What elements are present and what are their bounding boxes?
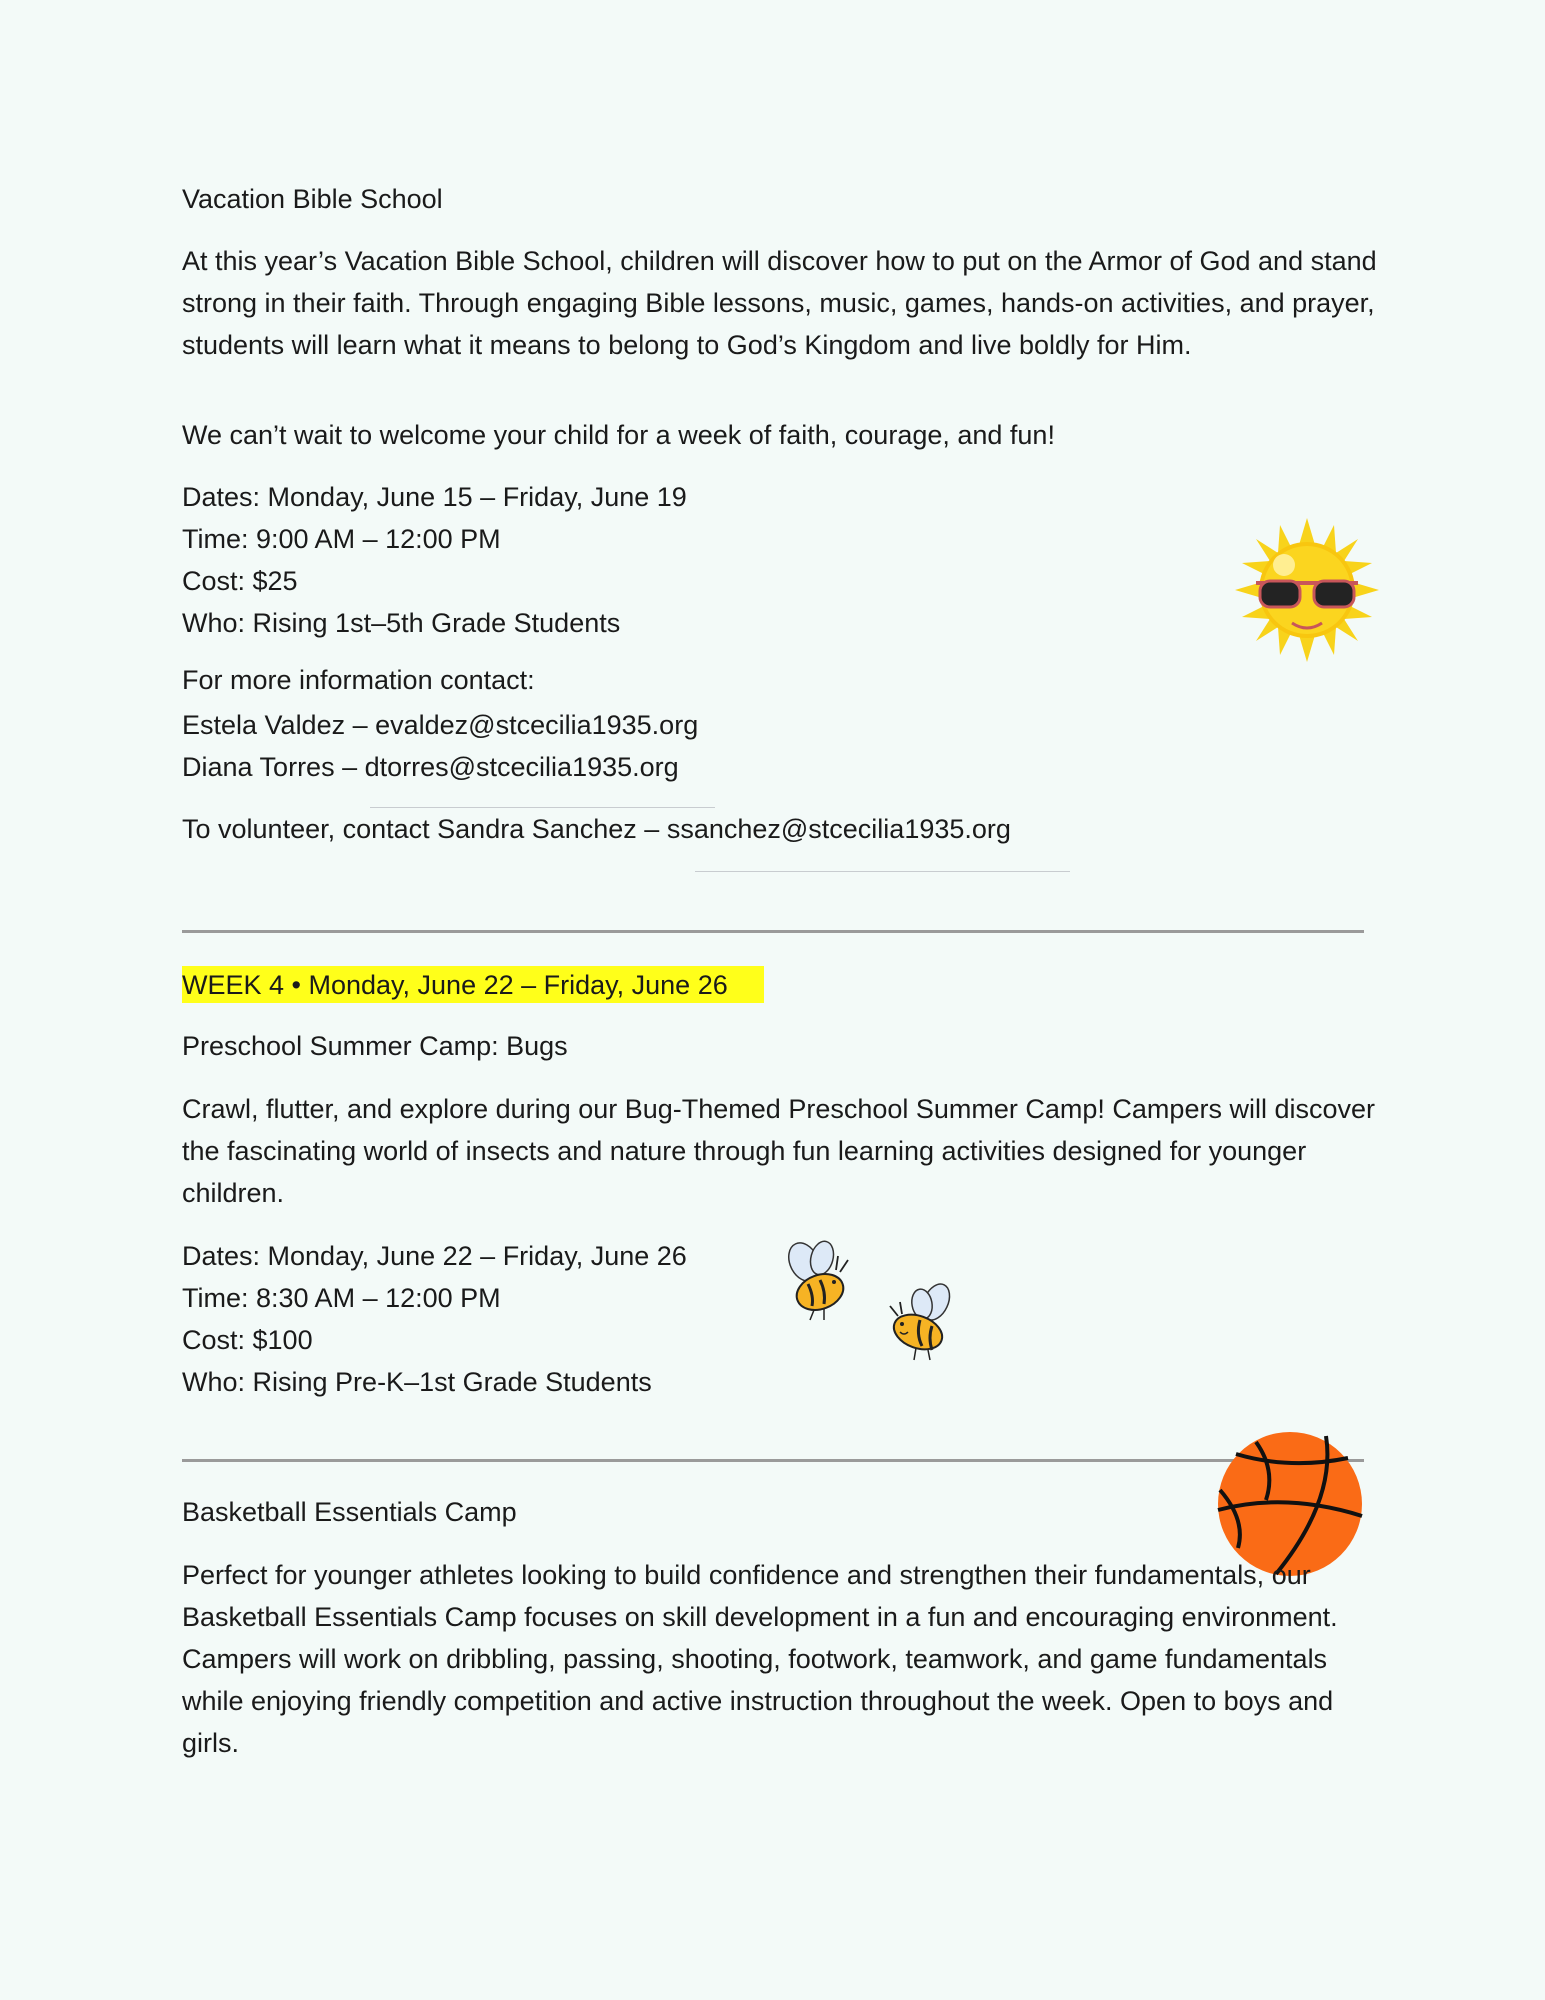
basketball-description: Perfect for younger athletes looking to build confidence and strengthen their fundamentals, our Basketball Essentials Camp focuses on skill development in a fun and encouraging environment. Campers will work on dribbling, passing, shooting, footwork, teamwork, and game fundamentals while enjoying friendly competition and active instruction throughout the week. Open to boys and girls. bbox=[182, 1560, 1338, 1758]
week4-banner: WEEK 4 • Monday, June 22 – Friday, June 26 bbox=[182, 970, 728, 1000]
vbs-intro: At this year’s Vacation Bible School, children will discover how to put on the Armor of God and stand strong in their faith. Through engaging Bible lessons, music, games, hands-on activities, and prayer, students will learn what it means to belong to God’s Kingdom and live boldly for Him. bbox=[182, 246, 1377, 360]
vbs-cost: Cost: $25 bbox=[182, 566, 298, 596]
vbs-who: Who: Rising 1st–5th Grade Students bbox=[182, 608, 621, 638]
preschool-time: Time: 8:30 AM – 12:00 PM bbox=[182, 1283, 501, 1313]
preschool-cost: Cost: $100 bbox=[182, 1325, 313, 1355]
divider-line bbox=[695, 871, 1070, 872]
preschool-description: Crawl, flutter, and explore during our Bug-Themed Preschool Summer Camp! Campers will discover the fascinating world of insects and nature through fun learning activities designed for younger children. bbox=[182, 1094, 1375, 1208]
preschool-heading: Preschool Summer Camp: Bugs bbox=[182, 1031, 568, 1061]
basketball-heading: Basketball Essentials Camp bbox=[182, 1497, 517, 1527]
preschool-dates: Dates: Monday, June 22 – Friday, June 26 bbox=[182, 1241, 687, 1271]
bee-icon bbox=[878, 1280, 968, 1370]
sun-with-sunglasses-icon bbox=[1232, 515, 1382, 665]
bee-icon bbox=[778, 1238, 868, 1328]
section-divider bbox=[182, 1459, 1364, 1462]
vbs-contact-heading: For more information contact: bbox=[182, 665, 535, 695]
vbs-contact-estela: Estela Valdez – evaldez@stcecilia1935.org bbox=[182, 710, 699, 740]
vbs-heading: Vacation Bible School bbox=[182, 184, 443, 214]
vbs-dates: Dates: Monday, June 15 – Friday, June 19 bbox=[182, 482, 687, 512]
section-divider bbox=[182, 930, 1364, 933]
vbs-contact-diana: Diana Torres – dtorres@stcecilia1935.org bbox=[182, 752, 679, 782]
vbs-volunteer: To volunteer, contact Sandra Sanchez – ssanchez@stcecilia1935.org bbox=[182, 814, 1011, 844]
preschool-who: Who: Rising Pre-K–1st Grade Students bbox=[182, 1367, 652, 1397]
vbs-welcome: We can’t wait to welcome your child for a week of faith, courage, and fun! bbox=[182, 420, 1055, 450]
vbs-time: Time: 9:00 AM – 12:00 PM bbox=[182, 524, 501, 554]
